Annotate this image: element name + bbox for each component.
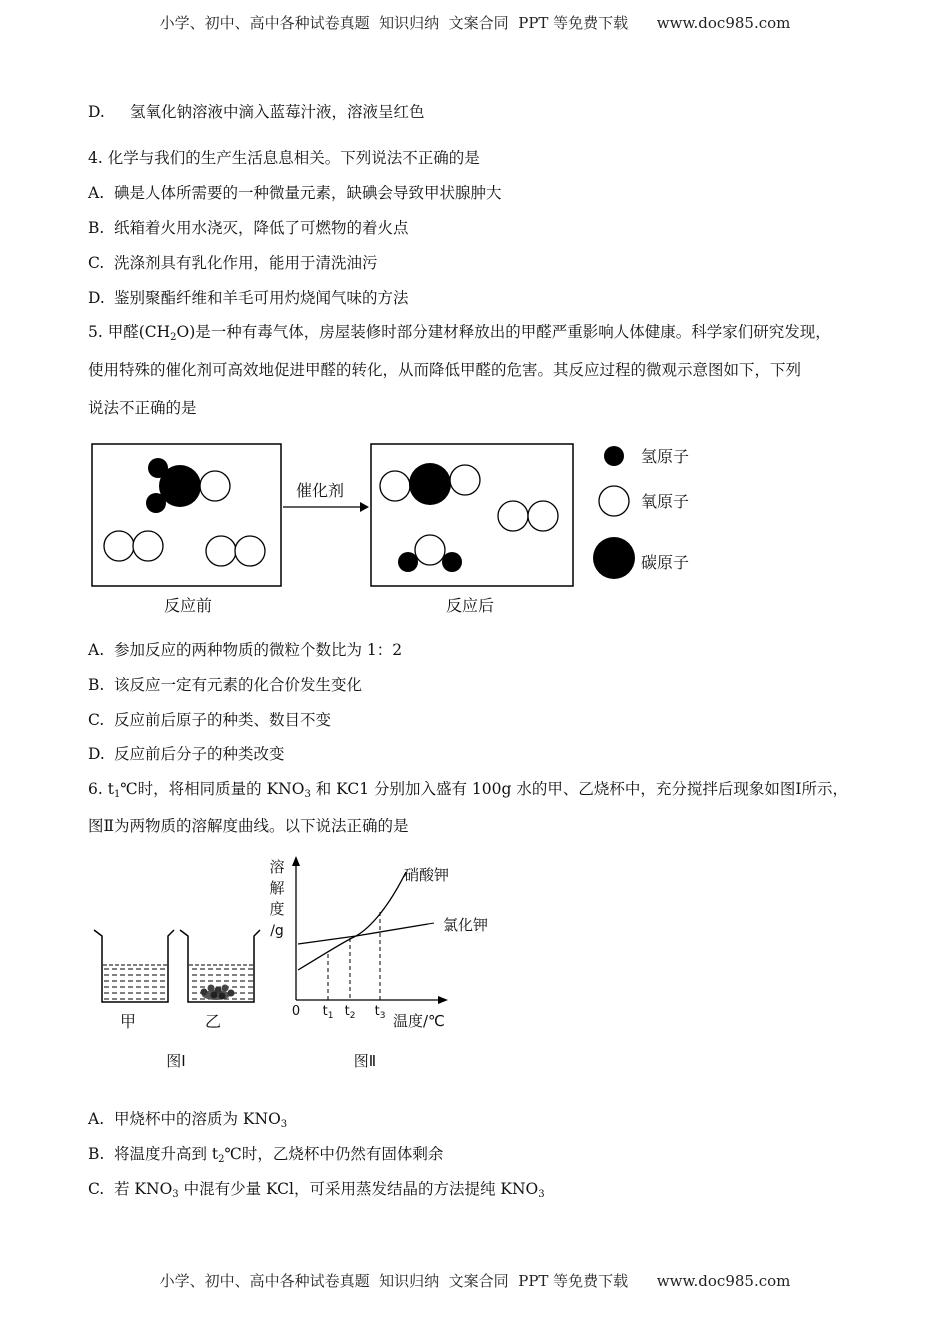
option-text: 反应前后分子的种类改变 bbox=[114, 745, 285, 763]
option-text: 碘是人体所需要的一种微量元素，缺碘会导致甲状腺肿大 bbox=[114, 184, 502, 202]
option-text: 将温度升高到 t bbox=[114, 1145, 219, 1163]
oxygen-atom bbox=[133, 531, 163, 561]
q6-stem-part: ℃时，将相同质量的 KNO bbox=[120, 780, 305, 798]
before-label: 反应前 bbox=[163, 596, 213, 615]
q4-option-d bbox=[88, 287, 409, 309]
legend-oxygen-label: 氧原子 bbox=[641, 492, 690, 511]
beaker-jia-label: 甲 bbox=[119, 1012, 137, 1031]
q5-stem-part: 5. 甲醛(CH bbox=[88, 323, 171, 341]
y-axis-label-4: /g bbox=[270, 923, 284, 939]
q6-stem-part: 和 KC1 分别加入盛有 100g 水的甲、乙烧杯中，充分搅拌后现象如图Ⅰ所示， bbox=[310, 780, 848, 798]
option-letter: A. bbox=[88, 641, 105, 659]
q5-option-d bbox=[88, 743, 285, 765]
reaction-diagram bbox=[88, 438, 728, 623]
option-letter: D. bbox=[88, 103, 105, 121]
beaker-jia bbox=[94, 930, 174, 1002]
q6-stem-line-2: 图Ⅱ为两物质的溶解度曲线。以下说法正确的是 bbox=[88, 817, 409, 835]
option-letter: A. bbox=[88, 184, 105, 202]
option-letter: A. bbox=[88, 1110, 105, 1128]
option-letter: D. bbox=[88, 745, 105, 763]
option-letter: B. bbox=[88, 676, 105, 694]
q5-option-c bbox=[88, 709, 331, 731]
option-letter: D. bbox=[88, 289, 105, 307]
tick-t2: $t_2$ bbox=[344, 1004, 356, 1021]
q5-stem-line-3: 说法不正确的是 bbox=[88, 399, 197, 417]
q5-stem-part: O)是一种有毒气体，房屋装修时部分建材释放出的甲醛严重影响人体健康。科学家们研究发现， bbox=[176, 323, 831, 341]
y-axis-arrow bbox=[292, 856, 300, 866]
option-letter: B. bbox=[88, 1145, 105, 1163]
kcl-curve-label: 氯化钾 bbox=[443, 916, 489, 934]
oxygen-atom bbox=[380, 471, 410, 501]
kno3-curve bbox=[298, 872, 406, 970]
option-letter: C. bbox=[88, 254, 105, 272]
beaker-yi bbox=[180, 930, 260, 1002]
q4-stem: 4. 化学与我们的生产生活息息相关。下列说法不正确的是 bbox=[88, 149, 480, 167]
q3-option-d bbox=[88, 101, 425, 123]
option-text: 参加反应的两种物质的微粒个数比为 1：2 bbox=[114, 641, 403, 659]
subscript: 3 bbox=[280, 1119, 288, 1130]
oxygen-atom bbox=[450, 465, 480, 495]
subscript: 1 bbox=[113, 789, 121, 800]
q5-option-b bbox=[88, 674, 362, 696]
origin-label: 0 bbox=[291, 1004, 301, 1019]
option-letter: C. bbox=[88, 711, 105, 729]
legend-hydrogen-icon bbox=[604, 446, 624, 466]
q6-option-b bbox=[88, 1143, 443, 1165]
subscript: 2 bbox=[218, 1154, 225, 1165]
q5-stem-line-1 bbox=[88, 321, 831, 343]
subscript: 2 bbox=[170, 332, 177, 343]
oxygen-atom bbox=[104, 531, 134, 561]
oxygen-atom bbox=[206, 536, 236, 566]
q4-option-c bbox=[88, 252, 378, 274]
q6-option-a bbox=[88, 1108, 287, 1130]
kno3-curve-label: 硝酸钾 bbox=[404, 866, 450, 884]
option-text: 氢氧化钠溶液中滴入蓝莓汁液，溶液呈红色 bbox=[130, 103, 425, 121]
q4-option-a bbox=[88, 182, 502, 204]
legend-carbon-label: 碳原子 bbox=[641, 553, 690, 572]
q4-option-b bbox=[88, 217, 409, 239]
kcl-curve bbox=[298, 924, 428, 944]
q5-stem-line-2: 使用特殊的催化剂可高效地促进甲醛的转化，从而降低甲醛的危害。其反应过程的微观示意图如下，下列 bbox=[88, 361, 802, 379]
x-axis-label: 温度/℃ bbox=[393, 1012, 445, 1030]
y-axis-label-3: 度 bbox=[269, 900, 285, 918]
figure-2-caption: 图Ⅱ bbox=[353, 1052, 377, 1070]
option-text: ℃时，乙烧杯中仍然有固体剩余 bbox=[224, 1145, 444, 1163]
legend-hydrogen-label: 氢原子 bbox=[641, 447, 690, 466]
legend-carbon-icon bbox=[593, 537, 635, 579]
oxygen-atom bbox=[498, 501, 528, 531]
x-axis-arrow bbox=[438, 996, 448, 1004]
catalyst-label: 催化剂 bbox=[295, 481, 345, 500]
q5-option-a bbox=[88, 639, 402, 661]
beaker-yi-label: 乙 bbox=[204, 1012, 222, 1031]
subscript: 3 bbox=[538, 1189, 545, 1200]
option-text: 若 KNO bbox=[114, 1180, 173, 1198]
option-text: 甲烧杯中的溶质为 KNO bbox=[114, 1110, 281, 1128]
option-letter: B. bbox=[88, 219, 105, 237]
y-axis-label-2: 解 bbox=[269, 879, 285, 897]
subscript: 3 bbox=[304, 789, 311, 800]
page-footer: 小学、初中、高中各种试卷真题 知识归纳 文案合同 PPT 等免费下载 www.doc985.com bbox=[159, 1272, 791, 1290]
arrow-head bbox=[360, 502, 369, 512]
option-text: 中混有少量 KCl，可采用蒸发结晶的方法提纯 KNO bbox=[178, 1180, 539, 1198]
solubility-figure bbox=[88, 852, 508, 1077]
carbon-atom bbox=[409, 463, 451, 505]
carbon-atom bbox=[159, 465, 201, 507]
oxygen-atom bbox=[235, 536, 265, 566]
oxygen-atom bbox=[528, 501, 558, 531]
kcl-label-leader bbox=[428, 923, 434, 924]
oxygen-atom bbox=[200, 471, 230, 501]
tick-t1: $t_1$ bbox=[322, 1004, 334, 1021]
option-letter: C. bbox=[88, 1180, 105, 1198]
page-header: 小学、初中、高中各种试卷真题 知识归纳 文案合同 PPT 等免费下载 www.doc985.com bbox=[159, 14, 791, 32]
option-text: 该反应一定有元素的化合价发生变化 bbox=[114, 676, 363, 694]
tick-t3: $t_3$ bbox=[374, 1004, 386, 1021]
hydrogen-atom bbox=[442, 552, 462, 572]
q6-option-c bbox=[88, 1178, 545, 1200]
hydrogen-atom bbox=[398, 552, 418, 572]
option-text: 鉴别聚酯纤维和羊毛可用灼烧闻气味的方法 bbox=[114, 289, 409, 307]
option-text: 洗涤剂具有乳化作用，能用于清洗油污 bbox=[114, 254, 378, 272]
q6-stem-part: 6. t bbox=[88, 780, 114, 798]
option-text: 纸箱着火用水浇灭，降低了可燃物的着火点 bbox=[114, 219, 409, 237]
subscript: 3 bbox=[172, 1189, 179, 1200]
legend-oxygen-icon bbox=[599, 486, 629, 516]
oxygen-atom bbox=[415, 535, 445, 565]
option-text: 反应前后原子的种类、数目不变 bbox=[114, 711, 332, 729]
q6-stem-line-1 bbox=[88, 778, 848, 800]
y-axis-label-1: 溶 bbox=[269, 858, 285, 876]
after-label: 反应后 bbox=[445, 596, 495, 615]
figure-1-caption: 图Ⅰ bbox=[166, 1052, 186, 1070]
